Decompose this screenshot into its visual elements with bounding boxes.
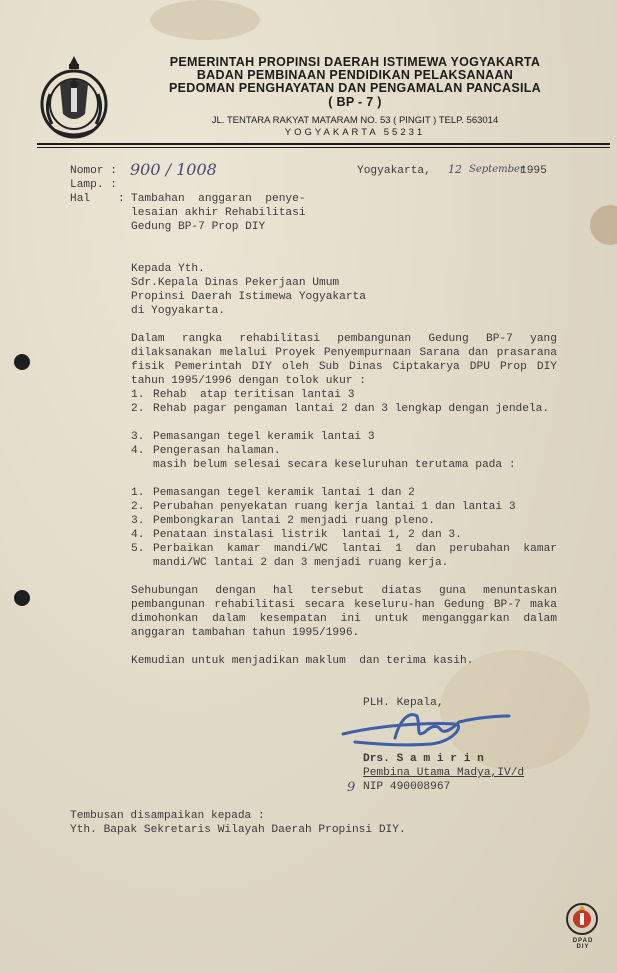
letterhead-city: YOGYAKARTA 55231: [284, 127, 426, 138]
list-number: 2.: [131, 501, 145, 513]
paper-stain: [590, 205, 617, 245]
list-item: Rehab atap teritisan lantai 3: [153, 389, 355, 401]
hal-line: lesaian akhir Rehabilitasi: [131, 207, 306, 219]
hal-colon: :: [118, 193, 125, 205]
handwritten-signature: [335, 708, 515, 756]
body-closing: Sehubungan dengan hal tersebut diatas guna menuntaskan pembangunan rehabilitasi secara keseluru-han Gedung BP-7 maka dimohonkan dalam kesempatan ini untuk menganggarkan dalam anggaran tambahan tahun 1995/1996.: [131, 585, 557, 639]
hal-line: Gedung BP-7 Prop DIY: [131, 221, 266, 233]
list-number: 1.: [131, 487, 145, 499]
recipient-line: Kepada Yth.: [131, 263, 205, 275]
recipient-line: Sdr.Kepala Dinas Pekerjaan Umum: [131, 277, 340, 289]
signatory-name: Drs. S a m i r i n: [363, 753, 484, 765]
signatory-mark: 9: [347, 780, 356, 795]
hal-label: Hal: [70, 193, 91, 205]
punch-hole: [14, 354, 30, 370]
cc-recipient: Yth. Bapak Sekretaris Wilayah Daerah Propinsi DIY.: [70, 824, 406, 836]
date-month: September: [469, 164, 525, 175]
nomor-value: 900 / 1008: [130, 160, 217, 179]
letterhead-address: JL. TENTARA RAKYAT MATARAM NO. 53 ( PINGIT ) TELP. 563014: [211, 115, 499, 126]
yogyakarta-emblem-icon: [40, 54, 108, 140]
letterhead-rule: [37, 143, 610, 145]
letterhead-agency-sub: PEDOMAN PENGHAYATAN DAN PENGAMALAN PANCASILA: [168, 81, 542, 95]
date-year: 1995: [520, 165, 547, 177]
letterhead-rule-thin: [37, 147, 610, 148]
body-mid: masih belum selesai secara keseluruhan terutama pada :: [153, 459, 516, 471]
punch-hole: [14, 590, 30, 606]
lamp-label: Lamp. :: [70, 179, 117, 191]
signatory-rank: Pembina Utama Madya,IV/d: [363, 767, 525, 779]
list-number: 5.: [131, 543, 145, 555]
archive-emblem-icon: [566, 901, 598, 937]
letterhead-government: PEMERINTAH PROPINSI DAERAH ISTIMEWA YOGYAKARTA: [169, 55, 541, 69]
signatory-nip: NIP 490008967: [363, 781, 451, 793]
date-place: Yogyakarta,: [357, 165, 431, 177]
letterhead-acronym: ( BP - 7 ): [328, 95, 382, 109]
list-item: Perubahan penyekatan ruang kerja lantai 1 dan lantai 3: [153, 501, 516, 513]
list-item: Penataan instalasi listrik lantai 1, 2 dan 3.: [153, 529, 462, 541]
list-item: Rehab pagar pengaman lantai 2 dan 3 lengkap dengan jendela.: [153, 403, 550, 415]
list-item: Pemasangan tegel keramik lantai 3: [153, 431, 375, 443]
list-number: 3.: [131, 431, 145, 443]
list-number: 1.: [131, 389, 145, 401]
list-number: 3.: [131, 515, 145, 527]
hal-line: Tambahan anggaran penye-: [131, 193, 306, 205]
recipient-line: di Yogyakarta.: [131, 305, 225, 317]
cc-title: Tembusan disampaikan kepada :: [70, 810, 265, 822]
list-number: 2.: [131, 403, 145, 415]
date-day: 12: [448, 163, 462, 176]
list-item: Perbaikan kamar mandi/WC lantai 1 dan perubahan kamar mandi/WC lantai 2 dan 3 menjadi ruang kerja.: [153, 543, 557, 569]
recipient-line: Propinsi Daerah Istimewa Yogyakarta: [131, 291, 366, 303]
nomor-label: Nomor :: [70, 165, 117, 177]
letterhead-agency: BADAN PEMBINAAN PENDIDIKAN PELAKSANAAN: [196, 68, 514, 82]
paper-stain: [150, 0, 260, 40]
list-item: Pembongkaran lantai 2 menjadi ruang pleno.: [153, 515, 435, 527]
list-item: Pengerasan halaman.: [153, 445, 281, 457]
list-item: Pemasangan tegel keramik lantai 1 dan 2: [153, 487, 415, 499]
body-intro: Dalam rangka rehabilitasi pembangunan Gedung BP-7 yang dilaksanakan melalui Proyek Penyempurnaan Sarana dan prasarana fisik Pemerintah DIY oleh Sub Dinas Ciptakarya DPU Prop DIY tahun 1995/1996 dengan tolok ukur :: [131, 333, 557, 387]
body-thanks: Kemudian untuk menjadikan maklum dan terima kasih.: [131, 655, 474, 667]
list-number: 4.: [131, 445, 145, 457]
signature-title: PLH. Kepala,: [363, 697, 444, 709]
list-number: 4.: [131, 529, 145, 541]
archive-stamp-label: DPAD DIY: [572, 938, 594, 950]
